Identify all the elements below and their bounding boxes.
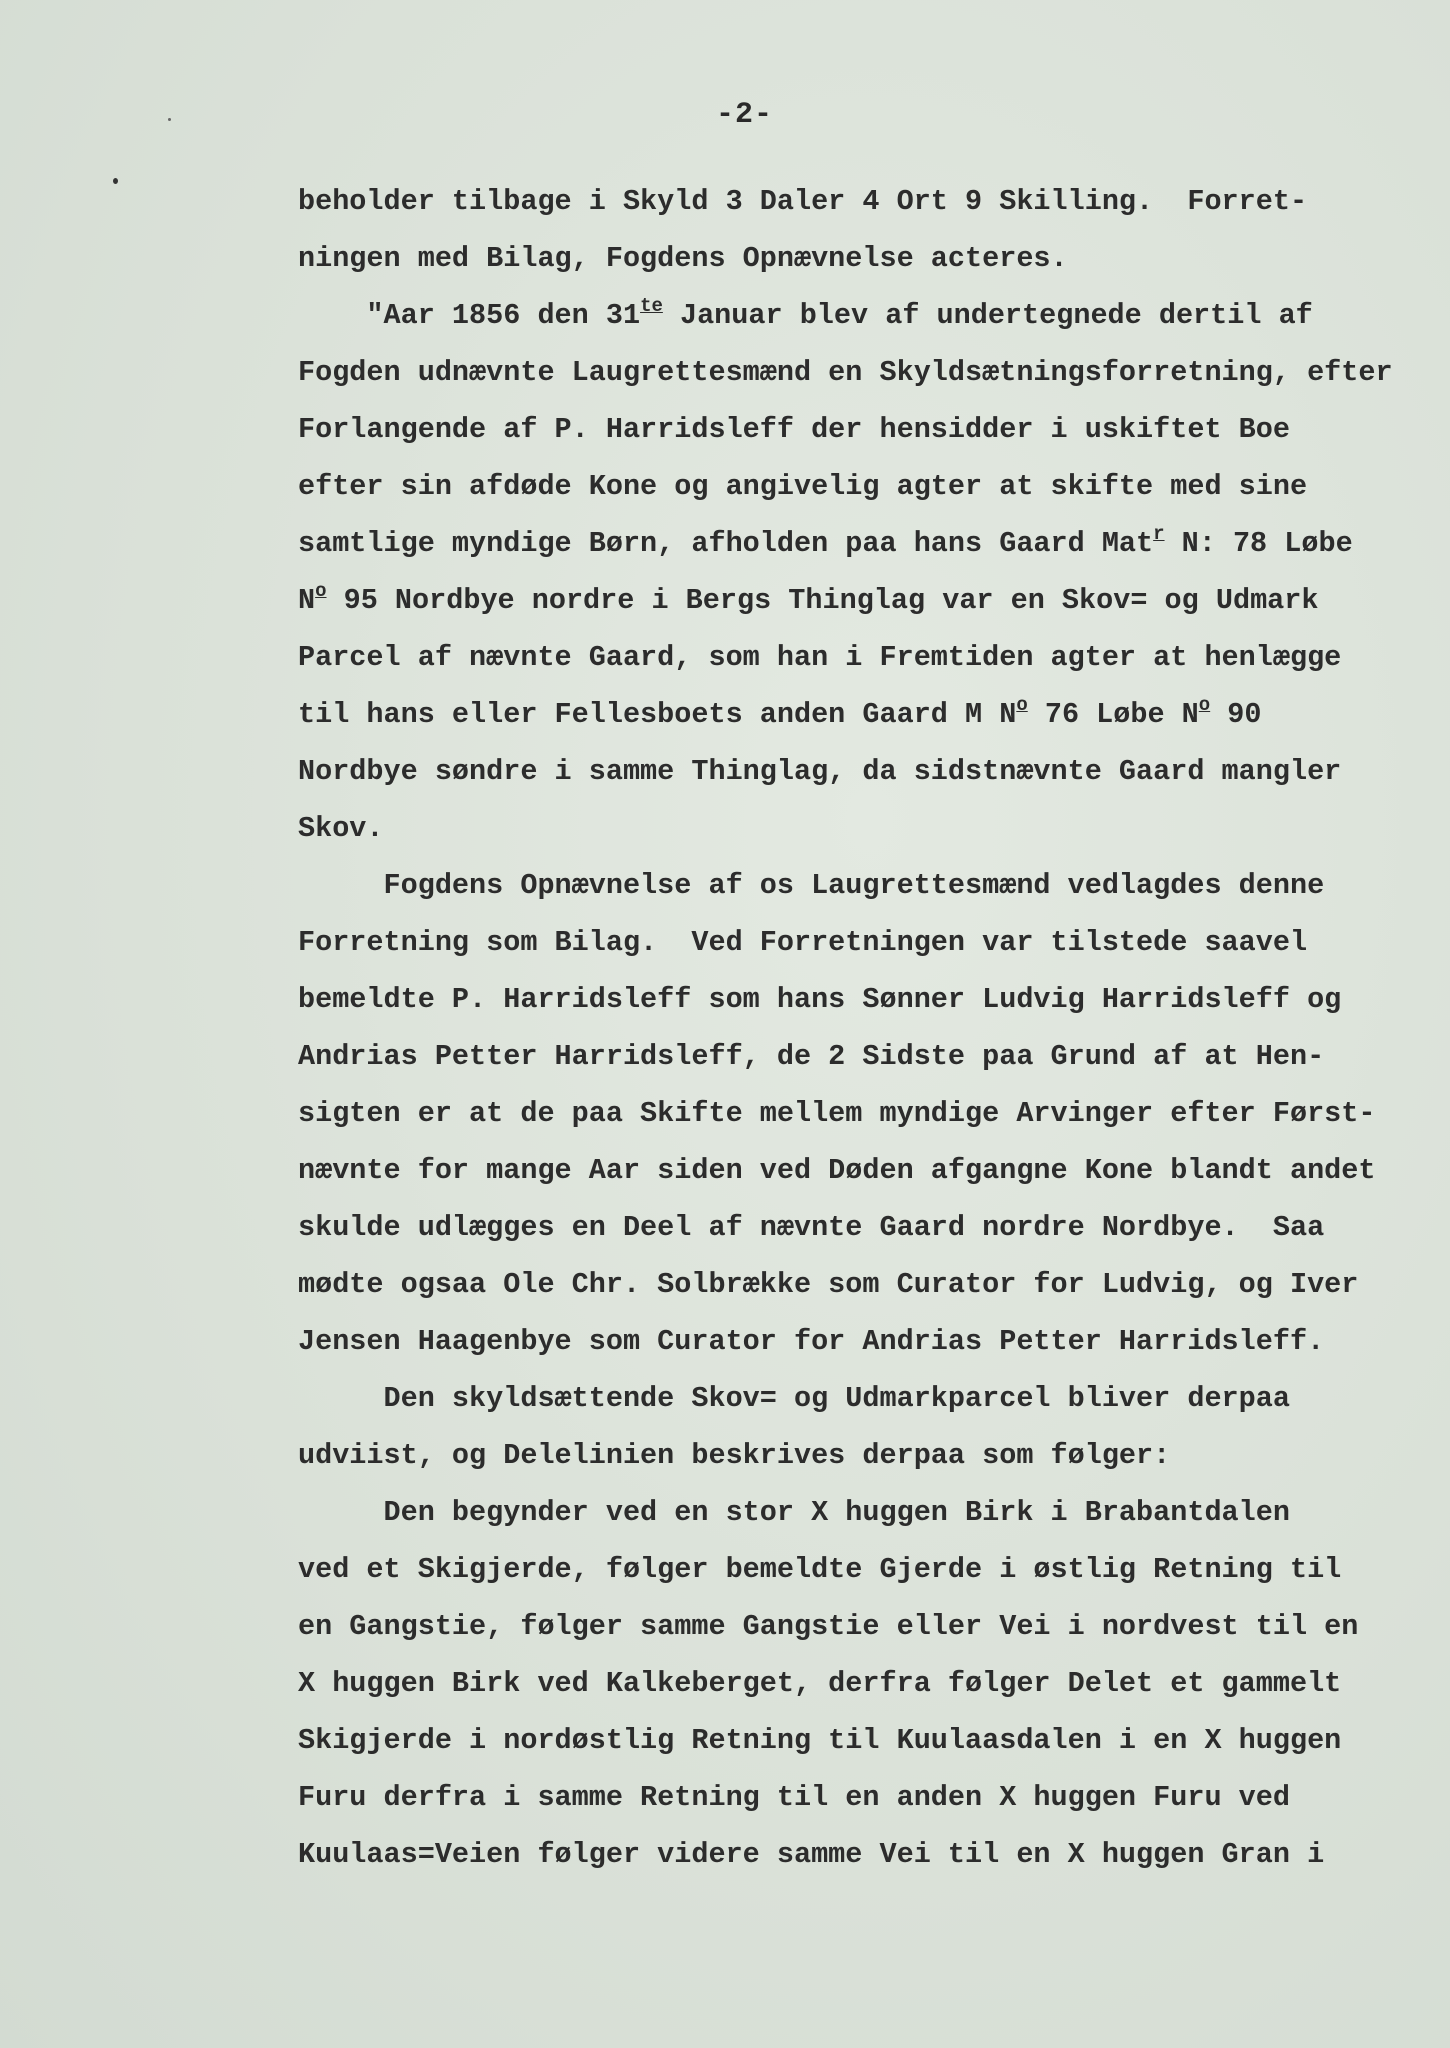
text-line: Fogdens Opnævnelse af os Laugrettesmænd vedlagdes denne [298,869,1325,902]
text-line: X huggen Birk ved Kalkeberget, derfra følger Delet et gammelt [298,1667,1342,1700]
text-line: Nordbye søndre i samme Thinglag, da sidstnævnte Gaard mangler [298,755,1342,788]
text-line: Skigjerde i nordøstlig Retning til Kuulaasdalen i en X huggen [298,1724,1342,1757]
text-segment: 76 Løbe N [1027,698,1199,731]
text-line: efter sin afdøde Kone og angivelig agter at skifte med sine [298,470,1308,503]
superscript: te [640,295,663,317]
text-line: ved et Skigjerde, følger bemeldte Gjerde i østlig Retning til [298,1553,1342,1586]
text-line: Fogden udnævnte Laugrettesmænd en Skyldsætningsforretning, efter [298,356,1393,389]
ink-speck [168,118,171,121]
document-text [298,173,1428,1883]
text-line: mødte ogsaa Ole Chr. Solbrække som Curator for Ludvig, og Iver [298,1268,1359,1301]
text-line: Jensen Haagenbye som Curator for Andrias Petter Harridsleff. [298,1325,1325,1358]
superscript: r [1153,523,1165,545]
text-segment: til hans eller Fellesboets anden Gaard M N [298,698,1017,731]
text-line: Den begynder ved en stor X huggen Birk i Brabantdalen [298,1496,1290,1529]
text-line: Parcel af nævnte Gaard, som han i Fremtiden agter at henlægge [298,641,1342,674]
text-line: Furu derfra i samme Retning til en anden X huggen Furu ved [298,1781,1290,1814]
text-line [298,572,1428,629]
text-line: udviist, og Delelinien beskrives derpaa som følger: [298,1439,1171,1472]
page-number: -2- [716,98,774,132]
text-segment: Januar blev af undertegnede dertil af [662,299,1313,332]
text-segment: N: 78 Løbe [1164,527,1353,560]
text-line [298,287,1428,344]
text-segment: 95 Nordbye nordre i Bergs Thinglag var en Skov= og Udmark [326,584,1319,617]
text-line: en Gangstie, følger samme Gangstie eller Vei i nordvest til en [298,1610,1359,1643]
text-line: Skov. [298,812,384,845]
superscript: o [1198,694,1211,716]
text-line: Den skyldsættende Skov= og Udmarkparcel bliver derpaa [298,1382,1290,1415]
text-line [298,686,1428,743]
text-segment: "Aar 1856 den 31 [298,299,641,332]
text-line: Forretning som Bilag. Ved Forretningen var tilstede saavel [298,926,1308,959]
superscript: o [315,580,327,602]
text-segment: 90 [1210,698,1262,731]
text-line [298,515,1428,572]
text-line: beholder tilbage i Skyld 3 Daler 4 Ort 9 Skilling. Forret- [298,185,1308,218]
text-segment: N [298,584,316,617]
superscript: o [1016,694,1028,716]
ink-speck [113,178,118,184]
text-line: bemeldte P. Harridsleff som hans Sønner Ludvig Harridsleff og [298,983,1342,1016]
text-segment: samtlige myndige Børn, afholden paa hans Gaard Mat [298,527,1154,560]
text-line: Kuulaas=Veien følger videre samme Vei til en X huggen Gran i [298,1838,1325,1871]
text-line: skulde udlægges en Deel af nævnte Gaard nordre Nordbye. Saa [298,1211,1325,1244]
text-line: ningen med Bilag, Fogdens Opnævnelse acteres. [298,242,1068,275]
text-line: sigten er at de paa Skifte mellem myndige Arvinger efter Først- [298,1097,1376,1130]
text-line: Forlangende af P. Harridsleff der hensidder i uskiftet Boe [298,413,1290,446]
text-line: Andrias Petter Harridsleff, de 2 Sidste paa Grund af at Hen- [298,1040,1325,1073]
text-line: nævnte for mange Aar siden ved Døden afgangne Kone blandt andet [298,1154,1376,1187]
